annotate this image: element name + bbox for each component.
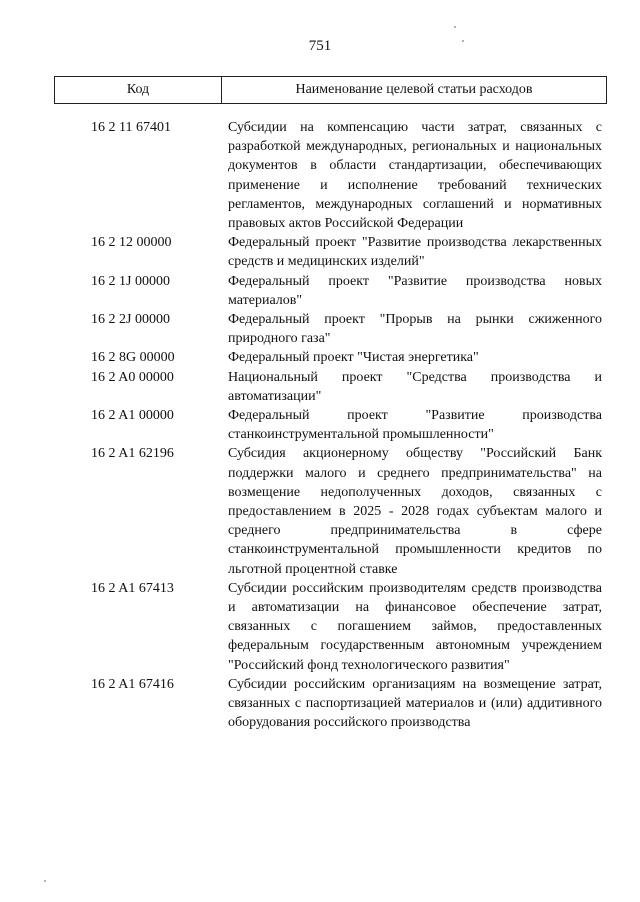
scan-speck bbox=[462, 40, 464, 42]
row-name: Национальный проект "Средства производства и автоматизации" bbox=[228, 369, 602, 404]
row-name: Федеральный проект "Прорыв на рынки сжиженного природного газа" bbox=[228, 312, 602, 347]
table-row bbox=[0, 272, 640, 310]
table-row bbox=[0, 233, 640, 271]
scan-speck bbox=[44, 880, 46, 882]
table-row bbox=[0, 368, 640, 406]
table-row bbox=[0, 348, 640, 367]
table-row bbox=[0, 675, 640, 733]
row-code: 16 2 12 00000 bbox=[91, 235, 172, 251]
row-name: Федеральный проект "Развитие производства станкоинструментальной промышленности" bbox=[228, 408, 602, 443]
row-name: Субсидии российским организациям на возмещение затрат, связанных с паспортизацией материалов и (или) аддитивного оборудования российского производства bbox=[228, 676, 602, 731]
row-code: 16 2 A0 00000 bbox=[91, 369, 174, 385]
row-code: 16 2 11 67401 bbox=[91, 120, 171, 135]
row-name: Субсидии на компенсацию части затрат, связанных с разработкой международных, региональных и национальных документов в области стандартизации, обеспечивающих применение и исполнение требований технических регламентов, международных соглашений и нормативных правовых актов Российской Федерации bbox=[228, 120, 602, 232]
header-code: Код bbox=[54, 77, 222, 103]
table-row bbox=[0, 444, 640, 578]
row-name: Субсидия акционерному обществу "Российский Банк поддержки малого и среднего предпринимательства" на возмещение недополученных доходов, связанных с предоставлением в 2025 - 2028 годах субъектам малого и среднего предпринимательства в сфере станкоинструментальной промышленности кредитов по льготной процентной ставке bbox=[228, 446, 602, 577]
page-number: 751 bbox=[308, 38, 332, 54]
table-row bbox=[0, 579, 640, 675]
row-code: 16 2 A1 62196 bbox=[91, 446, 174, 462]
row-name: Федеральный проект "Развитие производства новых материалов" bbox=[228, 273, 602, 308]
row-name: Федеральный проект "Развитие производства лекарственных средств и медицинских изделий" bbox=[228, 235, 602, 270]
header-name: Наименование целевой статьи расходов bbox=[222, 77, 607, 103]
table-row bbox=[0, 310, 640, 348]
row-name: Федеральный проект "Чистая энергетика" bbox=[228, 350, 479, 366]
budget-items-table bbox=[0, 118, 640, 733]
scan-speck bbox=[454, 26, 456, 28]
row-code: 16 2 1J 00000 bbox=[91, 273, 170, 289]
row-code: 16 2 A1 67416 bbox=[91, 676, 174, 692]
row-name: Субсидии российским производителям средств производства и автоматизации на финансовое обеспечение затрат, связанных с погашением займов, предоставленных федеральным государственным автономным учреждением "Российский фонд технологического развития" bbox=[228, 580, 602, 673]
table-header bbox=[54, 76, 607, 104]
table-row bbox=[0, 118, 640, 233]
row-code: 16 2 2J 00000 bbox=[91, 312, 170, 328]
row-code: 16 2 8G 00000 bbox=[91, 350, 175, 366]
row-code: 16 2 A1 67413 bbox=[91, 580, 174, 596]
table-row bbox=[0, 406, 640, 444]
row-code: 16 2 A1 00000 bbox=[91, 408, 174, 424]
